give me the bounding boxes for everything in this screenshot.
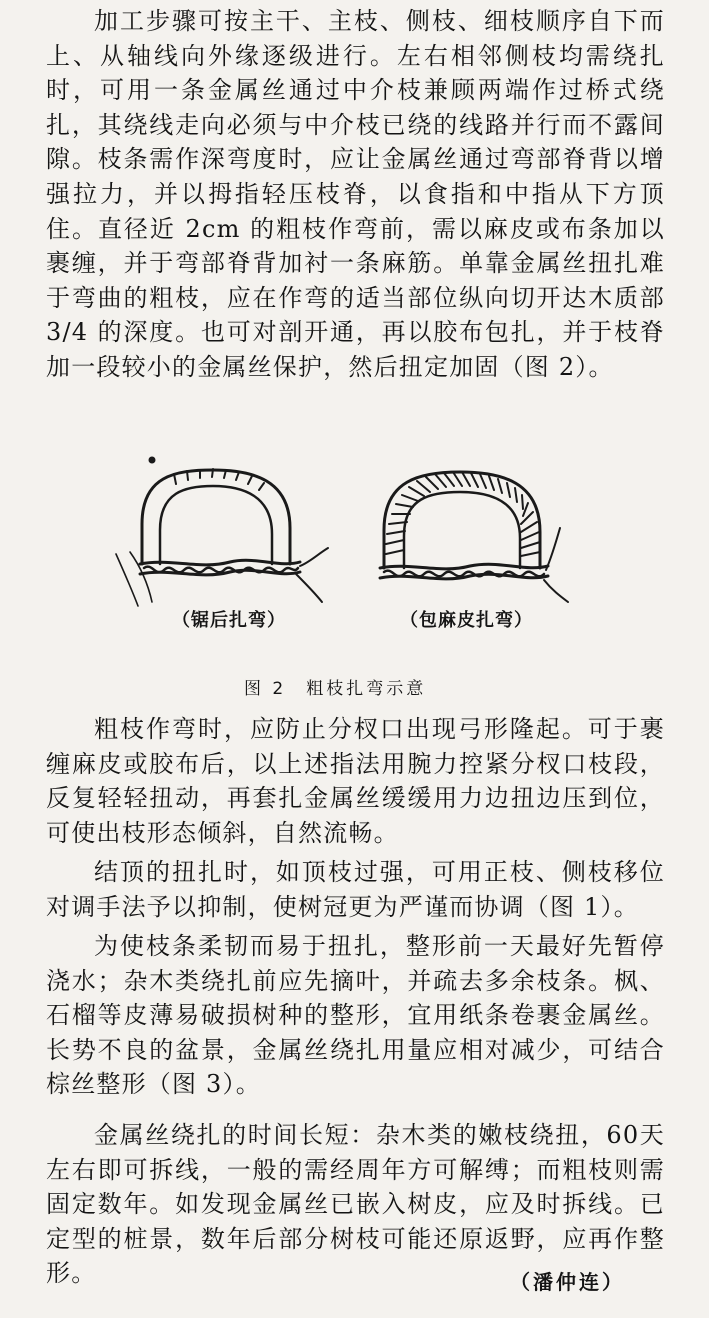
paragraph-top-twisting: 结顶的扭扎时，如顶枝过强，可用正枝、侧枝移位对调手法予以抑制，使树冠更为严谨而协调（图 1）。: [46, 858, 665, 921]
hemp-wrapped-branch-drawing: [380, 472, 568, 602]
right-figure-label: （包麻皮扎弯）: [400, 610, 533, 631]
paragraph-duration: 金属丝绕扎的时间长短：杂木类的嫩枝绕扭，60天左右即可拆线，一般的需经周年方可解缚；而粗枝则需固定数年。如发现金属丝已嵌入树皮，应及时拆线。已定型的桩景，数年后部分树枝可能还原返野，应再作整形。: [46, 1121, 665, 1288]
paragraph-thick-branch: 粗枝作弯时，应防止分杈口出现弓形隆起。可于裹缠麻皮或胶布后，以上述指法用腕力控紧分杈口枝段，反复轻轻扭动，再套扎金属丝缓缓用力边扭边压到位，可使出枝形态倾斜，自然流畅。: [46, 715, 665, 847]
figure-caption: 图 2 粗枝扎弯示意: [244, 679, 427, 699]
figure-2: [0, 446, 709, 706]
branch-bending-illustration: [0, 446, 709, 646]
paragraph-steps: 加工步骤可按主干、主枝、侧枝、细枝顺序自下而上、从轴线向外缘逐级进行。左右相邻侧枝均需绕扎时，可用一条金属丝通过中介枝兼顾两端作过桥式绕扎，其绕线走向必须与中介枝已绕的线路并行而不露间隙。枝条需作深弯度时，应让金属丝通过弯部脊背以增强拉力，并以拇指轻压枝脊，以食指和中指从下方顶住。直径近 2cm 的粗枝作弯前，需以麻皮或布条加以裹缠，并于弯部脊背加衬一条麻筋。单靠金属丝扭扎难于弯曲的粗枝，应在作弯的适当部位纵向切开达木质部 3/4 的深度。也可对剖开通，再以胶布包扎，并于枝脊加一段较小的金属丝保护，然后扭定加固（图 2）。: [46, 7, 665, 381]
sawn-branch-drawing: [116, 457, 328, 606]
left-figure-label: （锯后扎弯）: [172, 610, 286, 631]
paragraph-preparation: 为使枝条柔韧而易于扭扎，整形前一天最好先暂停浇水；杂木类绕扎前应先摘叶，并疏去多余枝条。枫、石榴等皮薄易破损树种的整形，宜用纸条卷裹金属丝。长势不良的盆景，金属丝绕扎用量应相对减少，可结合棕丝整形（图 3）。: [46, 932, 665, 1099]
author-signature: （潘仲连）: [510, 1270, 625, 1294]
